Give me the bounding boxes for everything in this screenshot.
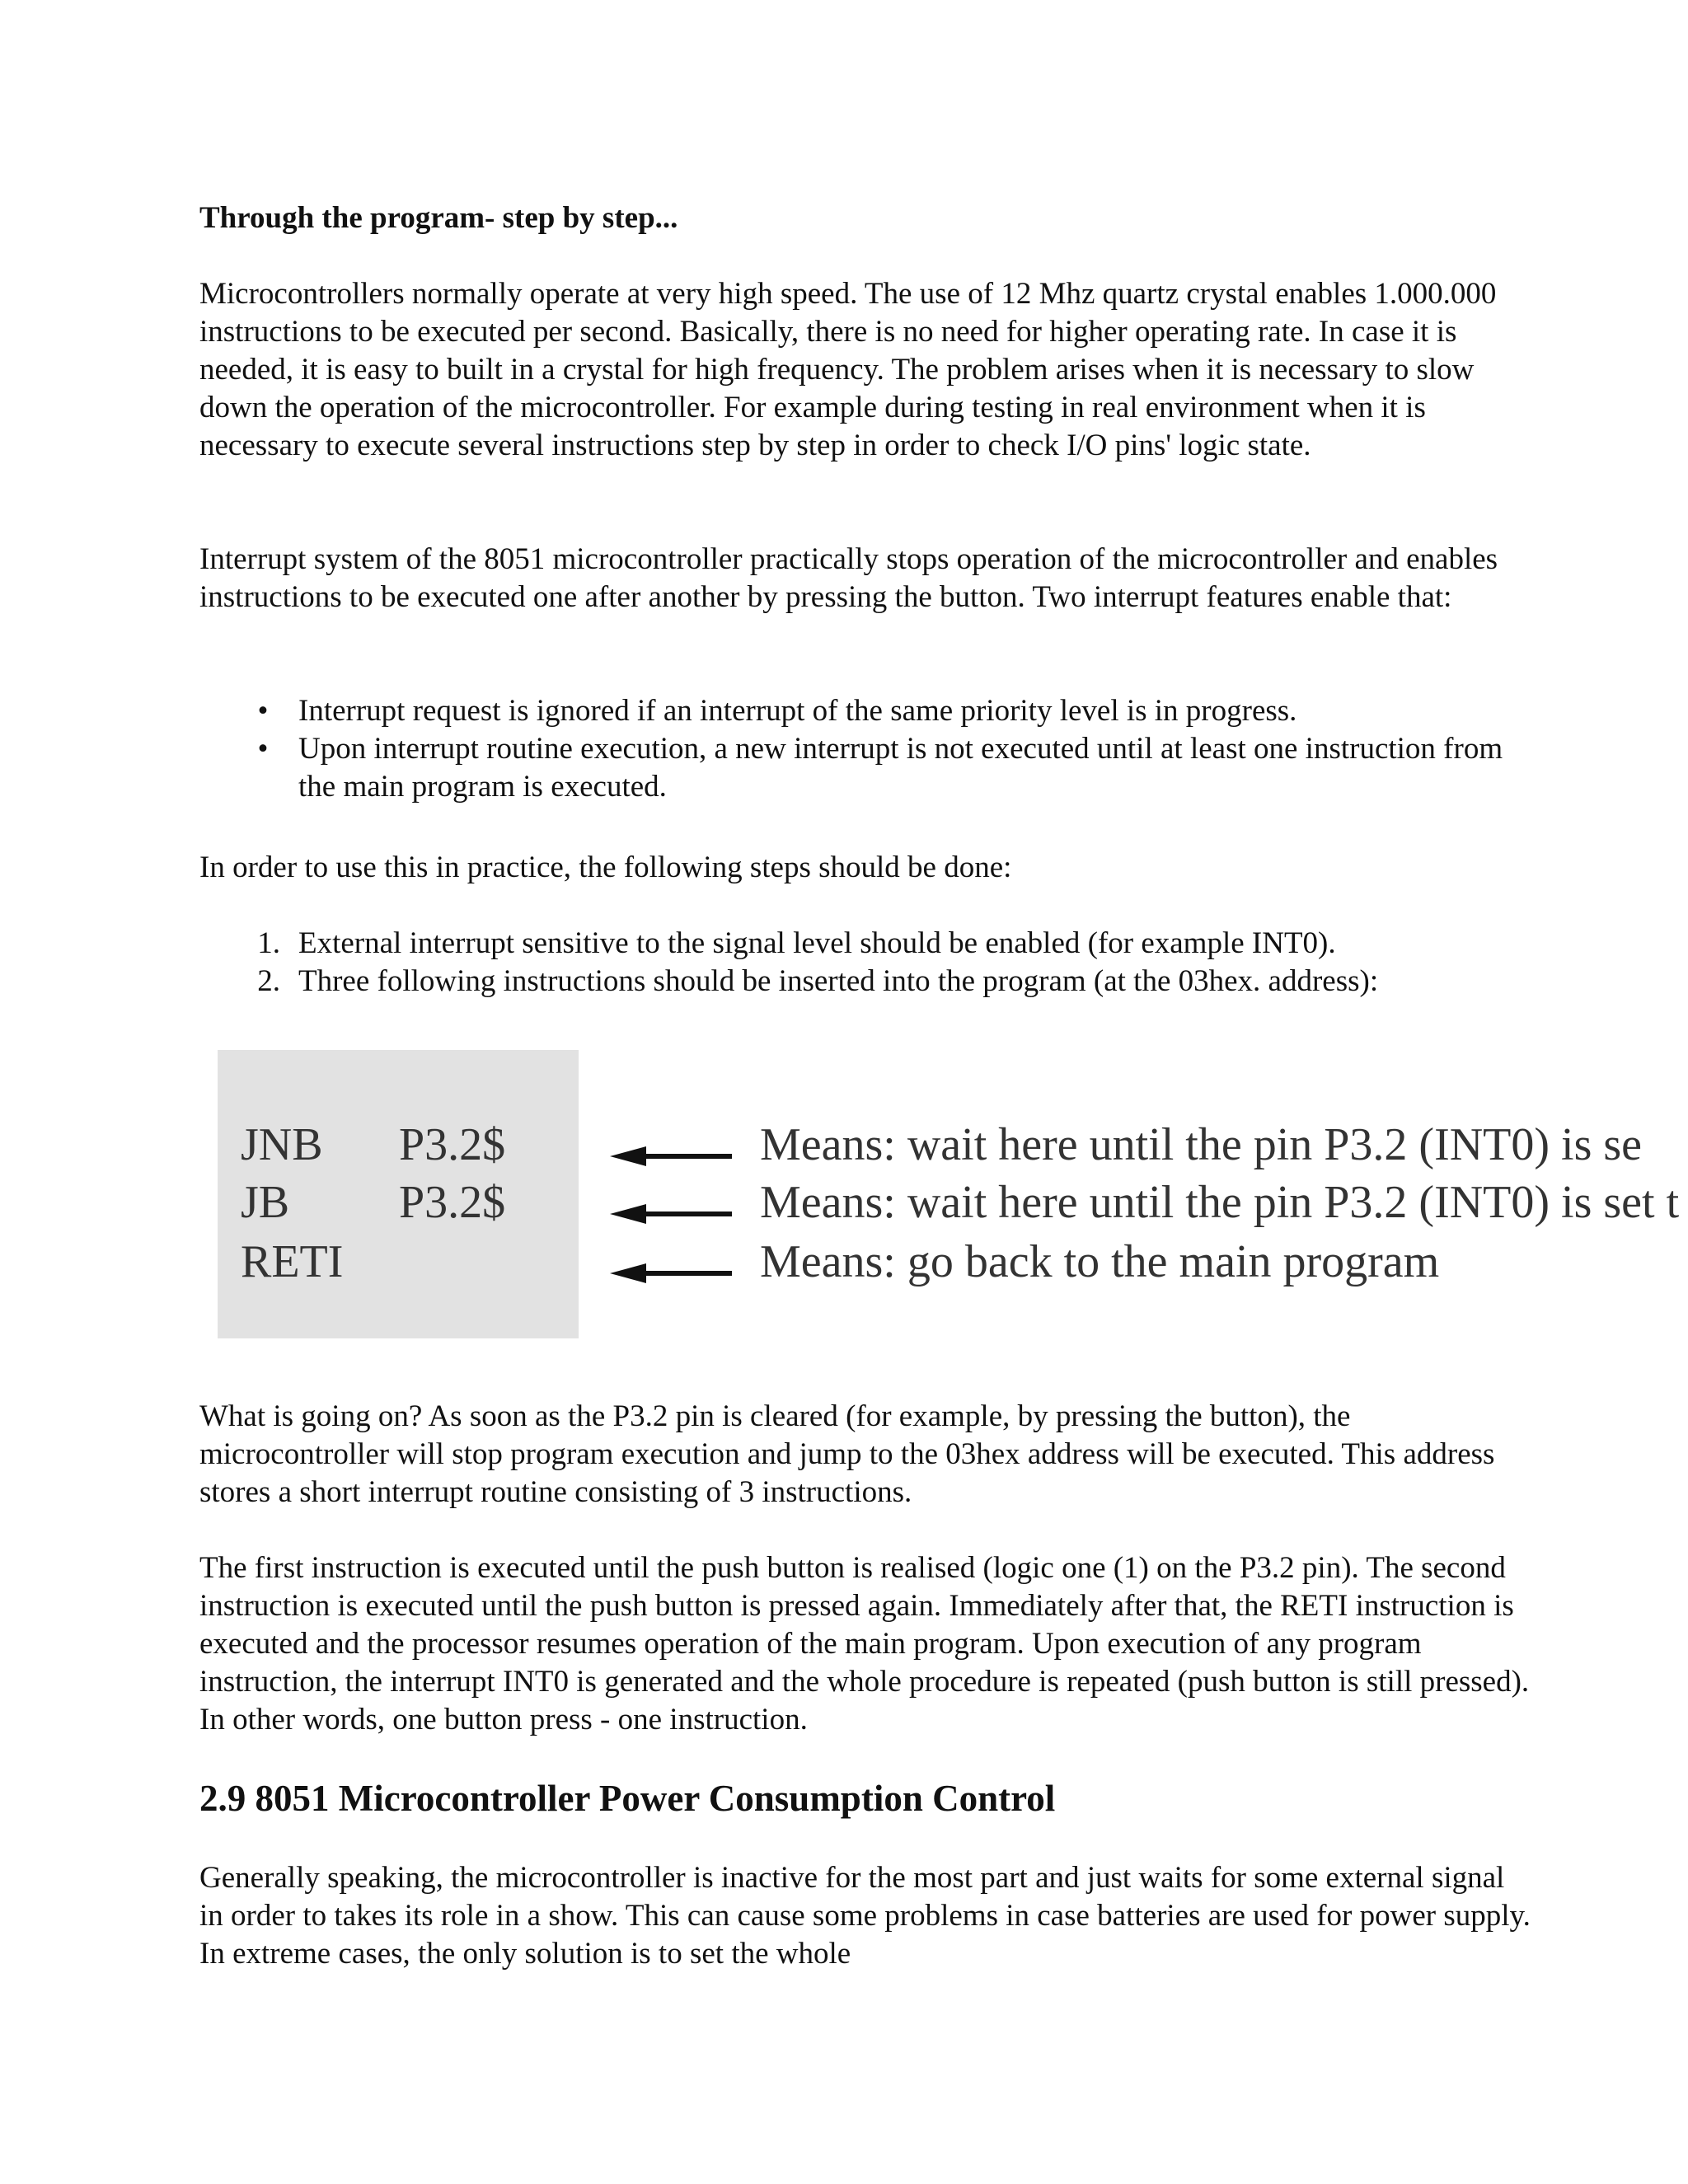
- code-explanation: Means: wait here until the pin P3.2 (INT0) is set t: [760, 1177, 1680, 1228]
- bullet-marker: •: [257, 732, 269, 766]
- list-item-text: Interrupt request is ignored if an interrupt of the same priority level is in progress.: [298, 694, 1297, 728]
- bullet-marker: •: [257, 694, 269, 728]
- left-arrow-icon: [610, 1202, 734, 1226]
- code-operand: P3.2$: [399, 1177, 506, 1228]
- list-item: [199, 730, 1535, 806]
- paragraph-first-instruction: The first instruction is executed until the push button is realised (logic one (1) on the P3.2 pin). The second instruction is executed until the push button is pressed again. Immediately after that, the RETI instruction is executed and the processor resumes operation of the main program. Upon execution of any program instruction, the interrupt INT0 is generated and the whole procedure is repeated (push button is still pressed). In other words, one button press - one instruction.: [199, 1551, 1530, 1736]
- code-mnemonic: RETI: [241, 1236, 344, 1287]
- section-heading-step-by-step: Through the program- step by step...: [199, 201, 678, 235]
- paragraph-power-consumption: Generally speaking, the microcontroller is inactive for the most part and just waits for some external signal in order to takes its role in a show. This can cause some problems in case batteries are used for power supply. In extreme cases, the only solution is to set the whole: [199, 1861, 1531, 1971]
- step-number: 2.: [257, 964, 280, 998]
- paragraph-what-is-going-on: What is going on? As soon as the P3.2 pin is cleared (for example, by pressing the button), the microcontroller will stop program execution and jump to the 03hex address will be executed. This address stores a short interrupt routine consisting of 3 instructions.: [199, 1399, 1495, 1509]
- code-figure: [0, 1040, 1688, 1361]
- list-item: [199, 692, 1535, 730]
- steps-numbered-list: [199, 925, 1535, 1001]
- list-item-text: External interrupt sensitive to the signal level should be enabled (for example INT0).: [298, 926, 1336, 960]
- left-arrow-icon: [610, 1144, 734, 1169]
- code-operand: P3.2$: [399, 1119, 506, 1170]
- list-item-text: Upon interrupt routine execution, a new interrupt is not executed until at least one instruction from the main program is executed.: [298, 732, 1503, 804]
- code-explanation: Means: go back to the main program: [760, 1236, 1440, 1287]
- code-mnemonic: JB: [241, 1177, 290, 1228]
- paragraph-steps-intro: In order to use this in practice, the following steps should be done:: [199, 851, 1012, 884]
- list-item: [199, 963, 1535, 1001]
- code-mnemonic: JNB: [241, 1119, 323, 1170]
- features-bullet-list: [199, 692, 1535, 806]
- section-heading-power-consumption: 2.9 8051 Microcontroller Power Consumption Control: [199, 1778, 1056, 1819]
- list-item-text: Three following instructions should be inserted into the program (at the 03hex. address):: [298, 964, 1379, 998]
- step-number: 1.: [257, 926, 280, 960]
- paragraph-interrupt-system: Interrupt system of the 8051 microcontroller practically stops operation of the microcontroller and enables instructions to be executed one after another by pressing the button. Two interrupt features enable that:: [199, 542, 1498, 614]
- code-explanation: Means: wait here until the pin P3.2 (INT0) is se: [760, 1119, 1643, 1170]
- paragraph-intro: Microcontrollers normally operate at very high speed. The use of 12 Mhz quartz crystal enables 1.000.000 instructions to be executed per second. Basically, there is no need for higher operating rate. In case it is needed, it is easy to built in a crystal for high frequency. The problem arises when it is necessary to slow down the operation of the microcontroller. For example during testing in real environment when it is necessary to execute several instructions step by step in order to check I/O pins' logic state.: [199, 277, 1497, 462]
- left-arrow-icon: [610, 1261, 734, 1286]
- list-item: [199, 925, 1535, 963]
